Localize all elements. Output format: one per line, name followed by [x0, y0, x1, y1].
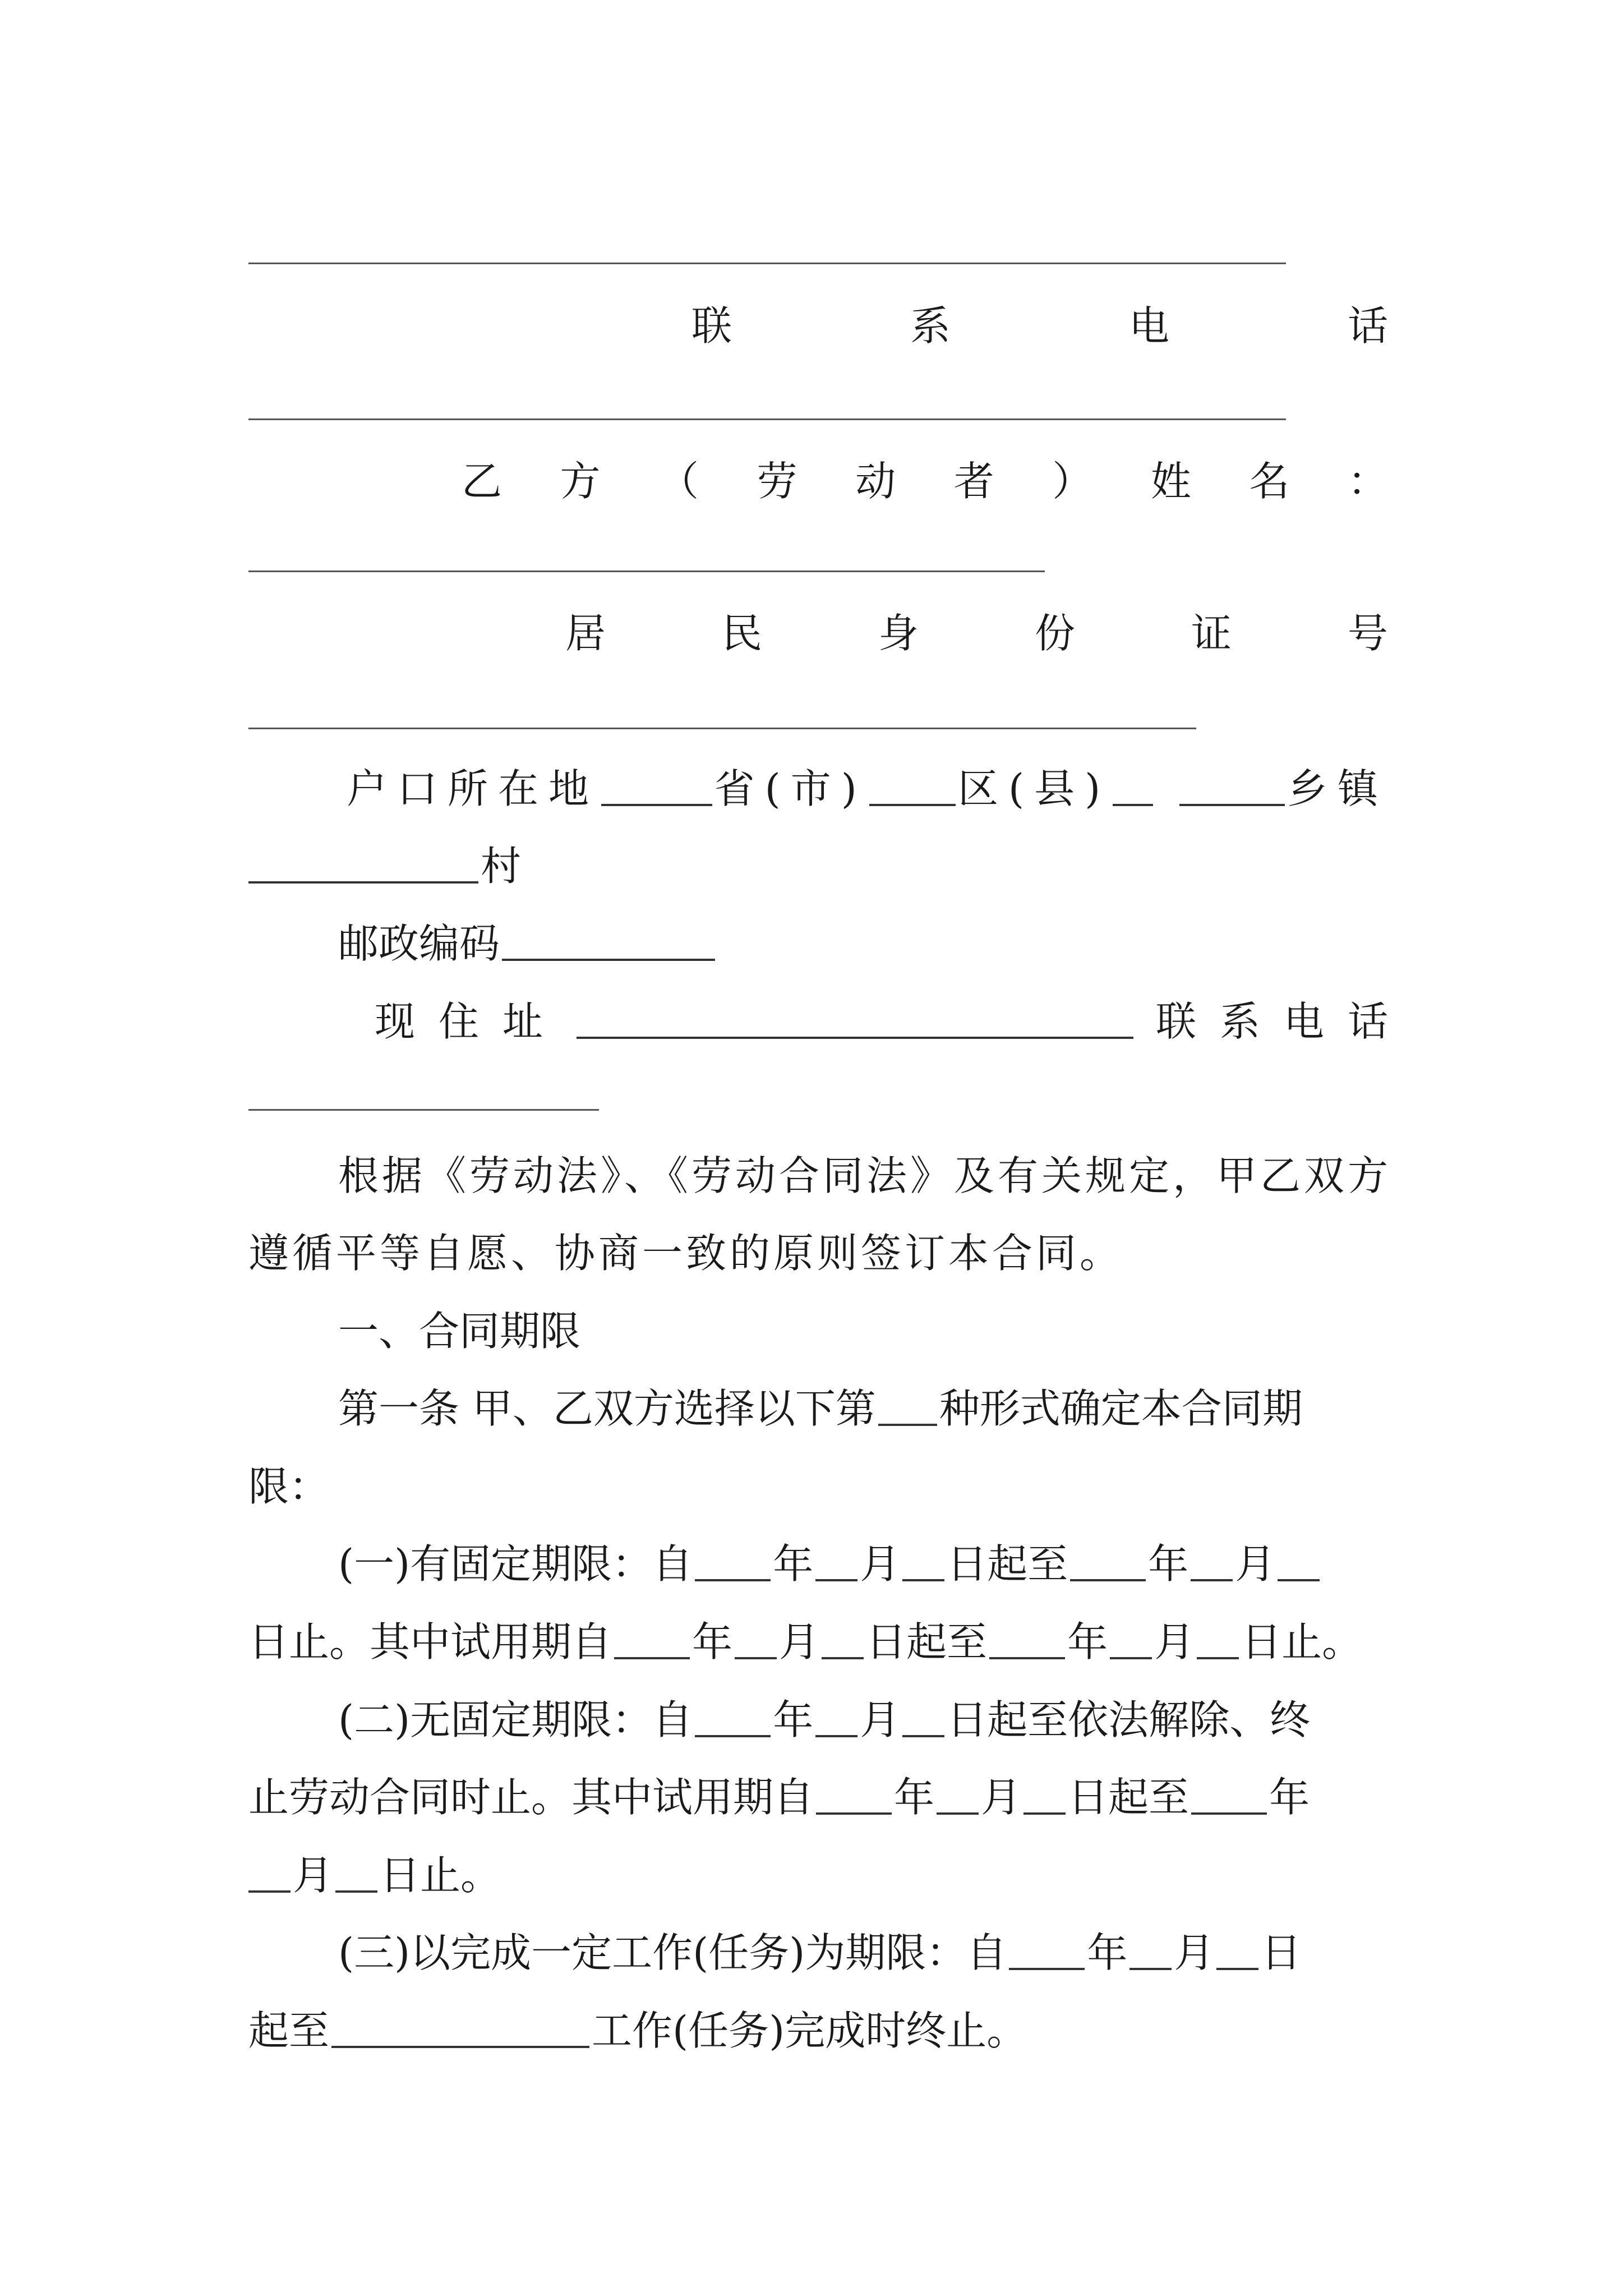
month-label: 月	[1154, 1618, 1195, 1665]
char: 电	[1128, 302, 1169, 349]
district-label: 区(县)	[958, 765, 1111, 812]
char: 系	[910, 302, 951, 349]
phone-fill-line	[248, 1109, 599, 1111]
fill-line-2	[248, 418, 1286, 420]
char: 话	[1347, 998, 1388, 1045]
probation-start-month-blank[interactable]	[735, 1618, 777, 1659]
option-2-line-3	[248, 1838, 1388, 1906]
address-row	[248, 984, 1388, 1052]
option-2-until-text: 日起至依法解除、终	[947, 1696, 1311, 1743]
probation-start-day-blank[interactable]	[822, 1618, 864, 1659]
day-from-label: 日起至	[947, 1540, 1068, 1588]
end-day-blank[interactable]	[1278, 1540, 1320, 1581]
section-1-title-text: 一、合同期限	[338, 1308, 581, 1355]
day-from-label: 日起至	[1068, 1774, 1189, 1821]
article-1-text-b: 种形式确定本合同期	[939, 1385, 1303, 1432]
village-row	[248, 829, 1388, 896]
char: 居	[565, 610, 606, 657]
option-1-probation-text: 日止。其中试用期自	[248, 1618, 612, 1665]
o2-probation-end-day-blank[interactable]	[335, 1851, 377, 1893]
char: 证	[1191, 610, 1232, 657]
char: 者	[953, 458, 994, 505]
o3-start-day-blank[interactable]	[1216, 1929, 1258, 1970]
intro-text-1: 根据《劳动法》、《劳动合同法》及有关规定，甲乙双方	[338, 1152, 1392, 1199]
task-blank[interactable]	[331, 2007, 589, 2048]
year-label: 年	[894, 1774, 935, 1821]
char: 址	[502, 998, 543, 1045]
article-1-text-a: 第一条 甲、乙双方选择以下第	[338, 1385, 876, 1432]
start-day-blank[interactable]	[902, 1540, 944, 1581]
o2-probation-start-month-blank[interactable]	[937, 1773, 979, 1815]
month-label: 月	[981, 1774, 1022, 1821]
char: 号	[1347, 610, 1388, 657]
township-blank-a[interactable]	[1113, 765, 1153, 806]
day-from-label: 日起至	[866, 1618, 988, 1665]
probation-end-day-blank[interactable]	[1197, 1618, 1239, 1659]
char: ：	[1347, 458, 1388, 505]
option-1-line-1	[248, 1527, 1388, 1594]
village-label: 村	[481, 843, 522, 890]
township-label: 乡镇	[1287, 765, 1388, 812]
intro-line-1	[248, 1139, 1392, 1206]
char: 动	[855, 458, 896, 505]
char: 联	[691, 302, 732, 349]
address-phone-label	[1156, 989, 1388, 1047]
char: 电	[1283, 998, 1324, 1045]
year-label: 年	[773, 1696, 814, 1743]
char: 现	[375, 998, 416, 1045]
form-choice-blank[interactable]	[878, 1384, 937, 1426]
char: 份	[1034, 610, 1075, 657]
year-label: 年	[692, 1618, 733, 1665]
year-label: 年	[1148, 1540, 1189, 1588]
option-3-prefix: (三)以完成一定工作(任务)为期限：自	[338, 1929, 1007, 1976]
intro-text-2: 遵循平等自愿、协商一致的原则签订本合同。	[248, 1230, 1124, 1277]
year-label: 年	[1067, 1618, 1108, 1665]
char: 名	[1249, 458, 1290, 505]
contact-phone-label-row	[248, 289, 1388, 356]
o3-start-year-blank[interactable]	[1009, 1929, 1085, 1970]
probation-end-month-blank[interactable]	[1110, 1618, 1152, 1659]
char: 劳	[757, 458, 797, 505]
article-1-line-2	[248, 1450, 1388, 1517]
option-2-probation-text: 止劳动合同时止。其中试用期自	[248, 1774, 814, 1821]
hukou-row	[248, 752, 1388, 819]
option-3-end-text: 工作(任务)完成时终止。	[592, 2007, 1027, 2054]
address-blank[interactable]	[577, 997, 1133, 1039]
option-2-prefix: (二)无固定期限：自	[338, 1696, 693, 1743]
option-3-line-2	[248, 1994, 1388, 2061]
article-1-text-c: 限：	[248, 1463, 330, 1510]
o3-start-month-blank[interactable]	[1129, 1929, 1172, 1970]
o2-probation-end-year-blank[interactable]	[1191, 1773, 1267, 1815]
month-label: 月	[860, 1540, 901, 1588]
month-label: 月	[1174, 1929, 1215, 1976]
year-label: 年	[1269, 1774, 1310, 1821]
month-label: 月	[293, 1852, 334, 1899]
char: 姓	[1150, 458, 1191, 505]
end-year-blank[interactable]	[1070, 1540, 1146, 1581]
month-label: 月	[860, 1696, 901, 1743]
village-blank[interactable]	[248, 842, 478, 884]
option-2-line-2	[248, 1760, 1388, 1828]
char: 身	[878, 610, 919, 657]
o2-probation-end-month-blank[interactable]	[248, 1851, 291, 1893]
month-label: 月	[1235, 1540, 1276, 1588]
township-blank-b[interactable]	[1179, 765, 1285, 806]
postcode-label: 邮政编码	[338, 920, 500, 967]
o2-probation-start-year-blank[interactable]	[816, 1773, 892, 1815]
postcode-blank[interactable]	[502, 919, 715, 961]
address-label	[375, 989, 543, 1047]
option-1-prefix: (一)有固定期限：自	[338, 1540, 693, 1588]
intro-line-2	[248, 1216, 1388, 1283]
option-3-from-text: 起至	[248, 2007, 330, 2054]
o2-start-month-blank[interactable]	[815, 1696, 857, 1737]
fill-line-3	[248, 570, 1045, 572]
char: 住	[439, 998, 479, 1045]
district-blank[interactable]	[869, 765, 956, 806]
hukou-label: 户口所在地	[347, 765, 600, 812]
fill-line-1	[248, 263, 1286, 264]
month-label: 月	[779, 1618, 820, 1665]
end-month-blank[interactable]	[1191, 1540, 1233, 1581]
day-label: 日	[1261, 1929, 1302, 1976]
char: ）	[1052, 458, 1093, 505]
char: 系	[1219, 998, 1260, 1045]
stop-label: 日止。	[380, 1852, 501, 1899]
o2-start-year-blank[interactable]	[695, 1696, 771, 1737]
postcode-row	[248, 907, 1388, 974]
char: 方	[560, 458, 601, 505]
party-b-name-label-row	[248, 444, 1388, 512]
id-number-label-row	[248, 596, 1388, 664]
year-label: 年	[773, 1540, 814, 1588]
option-3-line-1	[248, 1916, 1388, 1983]
start-month-blank[interactable]	[815, 1540, 857, 1581]
o2-probation-start-day-blank[interactable]	[1023, 1773, 1066, 1815]
year-label: 年	[1087, 1929, 1128, 1976]
option-1-line-2	[248, 1605, 1388, 1672]
probation-start-year-blank[interactable]	[614, 1618, 690, 1659]
probation-end-year-blank[interactable]	[989, 1618, 1065, 1659]
article-1-line-1	[248, 1372, 1388, 1439]
char: 联	[1155, 998, 1196, 1045]
stop-label: 日止。	[1241, 1618, 1363, 1665]
option-2-line-1	[248, 1683, 1388, 1750]
char: （	[658, 458, 699, 505]
o2-start-day-blank[interactable]	[902, 1696, 944, 1737]
start-year-blank[interactable]	[695, 1540, 771, 1581]
char: 民	[721, 610, 762, 657]
province-blank[interactable]	[601, 765, 712, 806]
province-label: 省(市)	[714, 765, 867, 812]
char: 乙	[462, 458, 502, 505]
fill-line-4	[248, 728, 1196, 729]
section-1-title	[248, 1294, 1388, 1361]
char: 话	[1347, 302, 1388, 349]
